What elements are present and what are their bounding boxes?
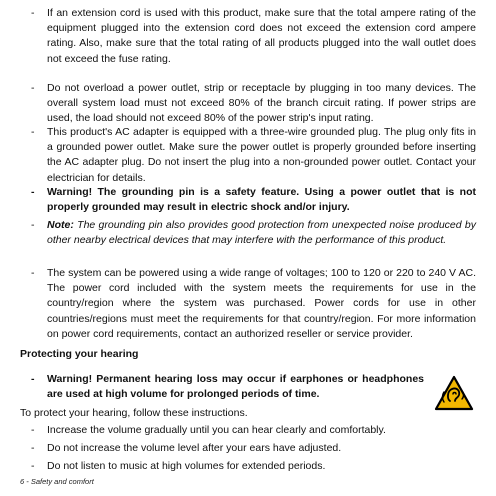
bullet-increase-volume (24, 423, 476, 438)
bullet-text: Warning! Permanent hearing loss may occur if earphones or headphones are used at high volume for prolonged periods of time. (47, 373, 424, 401)
hearing-warning-icon (434, 375, 474, 411)
bullet-dash: - (31, 373, 35, 385)
bullet-no-increase (24, 441, 476, 456)
section-heading: Protecting your hearing (20, 348, 139, 360)
hearing-intro: To protect your hearing, follow these instructions. (20, 407, 248, 419)
bullet-power-outlet (24, 81, 476, 127)
bullet-ac-adapter (24, 125, 476, 186)
bullet-text: The grounding pin also provides good protection from unexpected noise produced by other nearby electrical devices that may interfere with the performance of this product. (47, 219, 477, 247)
bullet-no-high-volume (24, 459, 476, 474)
bullet-text: The system can be powered using a wide range of voltages; 100 to 120 or 220 to 240 V AC. The power cord included with the system meets the requirements for use in the country/region where the system was purchased. Power cords for use in other countries/regions must meet the requirements for that country/region. For more information on power cord requirements, contact an authorized reseller or service provider. (47, 267, 476, 340)
bullet-voltage (24, 266, 476, 342)
bullet-text: This product's AC adapter is equipped with a three-wire grounded plug. The plug only fits in a grounded power outlet. Make sure the power outlet is properly grounded before inserting the AC adapter plug. Do not insert the plug into a non-grounded power outlet. Contact your electrician for details. (47, 126, 476, 184)
bullet-grounding-warning (24, 185, 476, 215)
bullet-text: Do not increase the volume level after your ears have adjusted. (47, 442, 342, 454)
bullet-dash: - (31, 82, 35, 94)
note-label: Note: (47, 219, 74, 231)
bullet-dash: - (31, 460, 35, 472)
bullet-extension-cord (24, 6, 476, 67)
bullet-dash: - (31, 424, 35, 436)
bullet-text: Do not listen to music at high volumes for extended periods. (47, 460, 326, 472)
bullet-grounding-note (24, 218, 476, 248)
bullet-text: Warning! The grounding pin is a safety feature. Using a power outlet that is not properly grounded may result in electric shock and/or injury. (47, 186, 476, 214)
bullet-dash: - (31, 442, 35, 454)
page-footer: 6 - Safety and comfort (20, 477, 94, 486)
bullet-dash: - (31, 126, 35, 138)
bullet-hearing-warning (24, 372, 424, 402)
bullet-dash: - (31, 219, 35, 231)
bullet-dash: - (31, 7, 35, 19)
bullet-text: Increase the volume gradually until you can hear clearly and comfortably. (47, 424, 386, 436)
bullet-dash: - (31, 267, 35, 279)
bullet-text: Do not overload a power outlet, strip or receptacle by plugging in too many devices. The overall system load must not exceed 80% of the branch circuit rating. If power strips are used, the load should not exceed 80% of the power strip's input rating. (47, 82, 476, 125)
bullet-text: If an extension cord is used with this product, make sure that the total ampere rating of the equipment plugged into the extension cord does not exceed the extension cord ampere rating. Also, make sure that the total rating of all products plugged into the wall outlet does not exceed the fuse rating. (47, 7, 476, 65)
bullet-dash: - (31, 186, 35, 198)
